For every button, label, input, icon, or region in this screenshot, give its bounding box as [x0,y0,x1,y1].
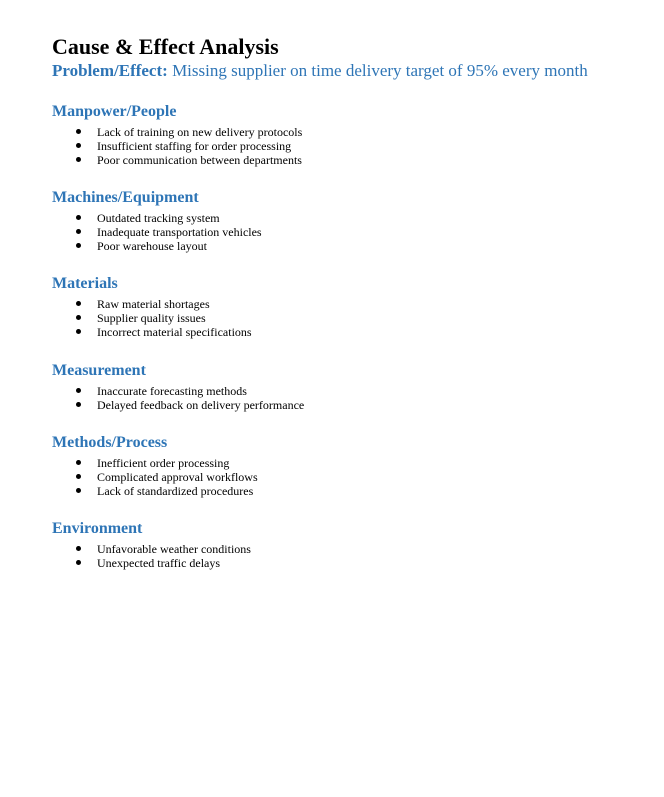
list-item [52,542,251,556]
cause-text: Lack of standardized procedures [97,484,254,498]
section-heading: Measurement [52,362,146,379]
bullet-icon [76,143,81,148]
cause-text: Outdated tracking system [97,211,220,225]
section-manpower [52,102,302,167]
document-title: Cause & Effect Analysis [52,34,279,59]
section-heading: Methods/Process [52,434,168,451]
bullet-icon [76,488,81,493]
bullet-icon [76,474,81,479]
cause-text: Complicated approval workflows [97,470,258,484]
list-item [52,325,252,339]
list-item [52,153,302,167]
cause-list [52,384,304,412]
bullet-icon [76,215,81,220]
section-materials [52,274,252,339]
list-item [52,470,258,484]
list-item [52,484,258,498]
cause-list [52,211,262,253]
list-item [52,311,252,325]
list-item [52,297,252,311]
cause-list [52,125,302,167]
bullet-icon [76,546,81,551]
bullet-icon [76,460,81,465]
cause-text: Inaccurate forecasting methods [97,384,247,398]
list-item [52,456,258,470]
bullet-icon [76,402,81,407]
problem-label: Problem/Effect: [52,61,168,80]
cause-text: Poor communication between departments [97,153,302,167]
cause-list [52,456,258,498]
list-item [52,125,302,139]
cause-text: Incorrect material specifications [97,325,252,339]
bullet-icon [76,229,81,234]
section-heading: Machines/Equipment [52,189,199,206]
section-methods [52,433,258,498]
list-item [52,211,262,225]
cause-text: Lack of training on new delivery protocols [97,125,303,139]
section-measurement [52,361,304,412]
bullet-icon [76,560,81,565]
cause-text: Unexpected traffic delays [97,556,221,570]
cause-text: Raw material shortages [97,297,210,311]
document-page [52,34,632,570]
bullet-icon [76,243,81,248]
section-machines [52,188,262,253]
cause-text: Inadequate transportation vehicles [97,225,262,239]
cause-text: Insufficient staffing for order processing [97,139,292,153]
cause-text: Poor warehouse layout [97,239,207,253]
list-item [52,556,251,570]
bullet-icon [76,157,81,162]
bullet-icon [76,129,81,134]
cause-text: Supplier quality issues [97,311,206,325]
bullet-icon [76,301,81,306]
list-item [52,239,262,253]
section-heading: Manpower/People [52,103,177,120]
cause-text: Delayed feedback on delivery performance [97,398,305,412]
cause-text: Inefficient order processing [97,456,230,470]
section-environment [52,519,251,570]
cause-list [52,297,252,339]
bullet-icon [76,329,81,334]
cause-text: Unfavorable weather conditions [97,542,251,556]
section-heading: Environment [52,520,143,537]
cause-list [52,542,251,570]
list-item [52,384,304,398]
list-item [52,225,262,239]
bullet-icon [76,315,81,320]
list-item [52,398,304,412]
list-item [52,139,302,153]
section-heading: Materials [52,275,118,292]
problem-text: Missing supplier on time delivery target of 95% every month [167,61,588,80]
bullet-icon [76,388,81,393]
problem-statement [52,60,632,82]
